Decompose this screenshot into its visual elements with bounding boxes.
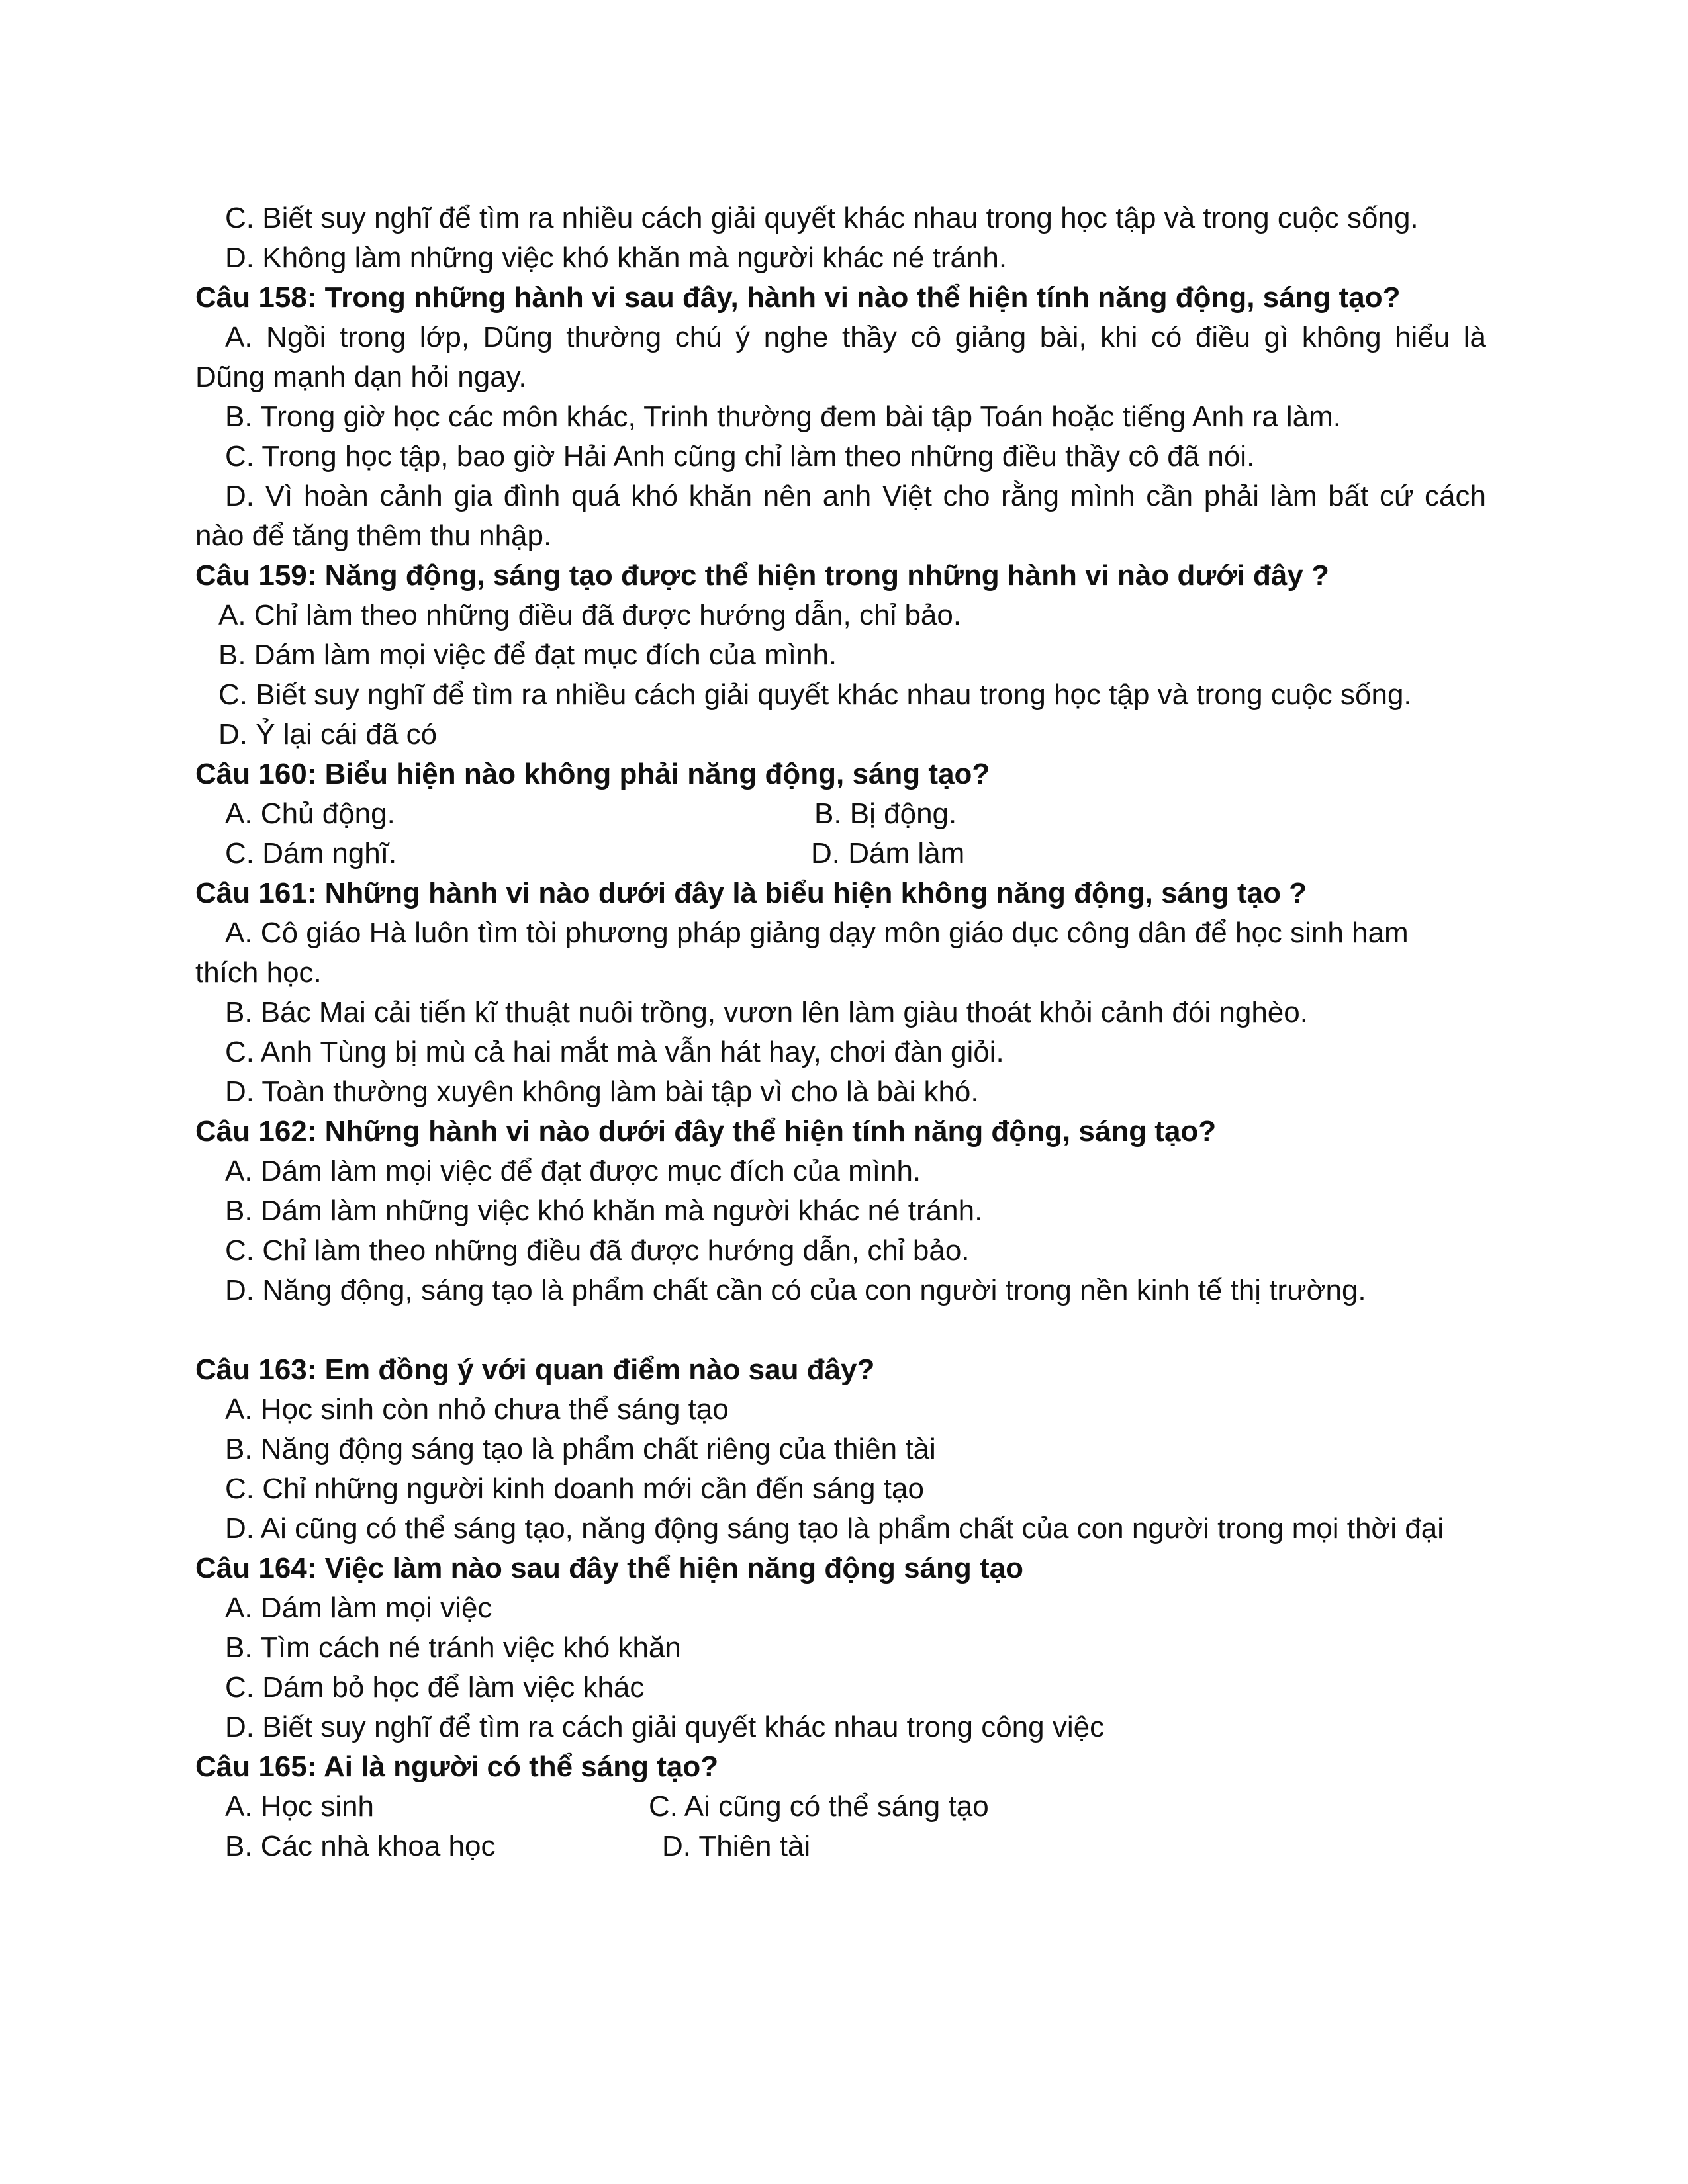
q161-option-a: A. Cô giáo Hà luôn tìm tòi phương pháp giảng dạy môn giáo dục công dân để học sinh ham	[225, 917, 1409, 949]
q158-option-d: D. Vì hoàn cảnh gia đình quá khó khăn nên anh Việt cho rằng mình cần phải làm bất cứ cách	[225, 480, 1486, 512]
q162-option-b: B. Dám làm những việc khó khăn mà người khác né tránh.	[225, 1195, 983, 1227]
q158-option-a-cont: Dũng mạnh dạn hỏi ngay.	[195, 361, 527, 393]
q163-option-b: B. Năng động sáng tạo là phẩm chất riêng của thiên tài	[225, 1433, 936, 1465]
q161-option-a-cont: thích học.	[195, 956, 322, 989]
q159-option-a: A. Chỉ làm theo những điều đã được hướng dẫn, chỉ bảo.	[218, 599, 962, 631]
q160-option-c: C. Dám nghĩ.	[225, 837, 397, 870]
q159-option-d: D. Ỷ lại cái đã có	[218, 718, 438, 751]
question-162-title: Câu 162: Những hành vi nào dưới đây thể hiện tính năng động, sáng tạo?	[195, 1115, 1217, 1148]
question-158-title: Câu 158: Trong những hành vi sau đây, hành vi nào thể hiện tính năng động, sáng tạo?	[195, 281, 1401, 314]
q162-option-a: A. Dám làm mọi việc để đạt được mục đích của mình.	[225, 1155, 921, 1187]
question-159-title: Câu 159: Năng động, sáng tạo được thể hiện trong những hành vi nào dưới đây ?	[195, 559, 1329, 592]
question-161-title: Câu 161: Những hành vi nào dưới đây là biểu hiện không năng động, sáng tạo ?	[195, 877, 1307, 909]
q164-option-a: A. Dám làm mọi việc	[225, 1592, 492, 1624]
q158-option-a: A. Ngồi trong lớp, Dũng thường chú ý nghe thầy cô giảng bài, khi có điều gì không hiểu là	[225, 321, 1486, 353]
q161-option-c: C. Anh Tùng bị mù cả hai mắt mà vẫn hát hay, chơi đàn giỏi.	[225, 1036, 1004, 1068]
q163-option-c: C. Chỉ những người kinh doanh mới cần đến sáng tạo	[225, 1473, 924, 1505]
q163-option-a: A. Học sinh còn nhỏ chưa thể sáng tạo	[225, 1393, 729, 1426]
q164-option-c: C. Dám bỏ học để làm việc khác	[225, 1671, 645, 1704]
q159-option-b: B. Dám làm mọi việc để đạt mục đích của mình.	[218, 639, 837, 671]
q162-option-c: C. Chỉ làm theo những điều đã được hướng dẫn, chỉ bảo.	[225, 1234, 970, 1267]
question-164-title: Câu 164: Việc làm nào sau đây thể hiện năng động sáng tạo	[195, 1552, 1024, 1584]
question-163-title: Câu 163: Em đồng ý với quan điểm nào sau đây?	[195, 1353, 875, 1386]
q162-option-d: D. Năng động, sáng tạo là phẩm chất cần có của con người trong nền kinh tế thị trường.	[225, 1274, 1366, 1306]
q158-option-c: C. Trong học tập, bao giờ Hải Anh cũng chỉ làm theo những điều thầy cô đã nói.	[225, 440, 1255, 473]
question-165-title: Câu 165: Ai là người có thể sáng tạo?	[195, 1751, 719, 1783]
q165-option-b: B. Các nhà khoa học	[225, 1830, 496, 1862]
q160-option-d: D. Dám làm	[811, 837, 965, 870]
q158-option-d-cont: nào để tăng thêm thu nhập.	[195, 520, 552, 552]
q160-option-b: B. Bị động.	[814, 797, 957, 830]
q165-option-c: C. Ai cũng có thể sáng tạo	[649, 1790, 989, 1823]
option-d: D. Không làm những việc khó khăn mà người khác né tránh.	[225, 242, 1008, 274]
q163-option-d: D. Ai cũng có thể sáng tạo, năng động sáng tạo là phẩm chất của con người trong mọi thời đại	[225, 1512, 1444, 1545]
question-160-title: Câu 160: Biểu hiện nào không phải năng động, sáng tạo?	[195, 758, 990, 790]
q161-option-d: D. Toàn thường xuyên không làm bài tập vì cho là bài khó.	[225, 1075, 979, 1108]
q165-option-a: A. Học sinh	[225, 1790, 374, 1823]
q164-option-d: D. Biết suy nghĩ để tìm ra cách giải quyết khác nhau trong công việc	[225, 1711, 1105, 1743]
q161-option-b: B. Bác Mai cải tiến kĩ thuật nuôi trồng, vươn lên làm giàu thoát khỏi cảnh đói nghèo.	[225, 996, 1308, 1028]
q165-option-d: D. Thiên tài	[662, 1830, 811, 1862]
q158-option-b: B. Trong giờ học các môn khác, Trinh thường đem bài tập Toán hoặc tiếng Anh ra làm.	[225, 400, 1341, 433]
q159-option-c: C. Biết suy nghĩ để tìm ra nhiều cách giải quyết khác nhau trong học tập và trong cuộc sống.	[218, 678, 1412, 711]
q164-option-b: B. Tìm cách né tránh việc khó khăn	[225, 1631, 681, 1664]
q160-option-a: A. Chủ động.	[225, 797, 395, 830]
option-c: C. Biết suy nghĩ để tìm ra nhiều cách giải quyết khác nhau trong học tập và trong cuộc sống.	[225, 202, 1419, 234]
